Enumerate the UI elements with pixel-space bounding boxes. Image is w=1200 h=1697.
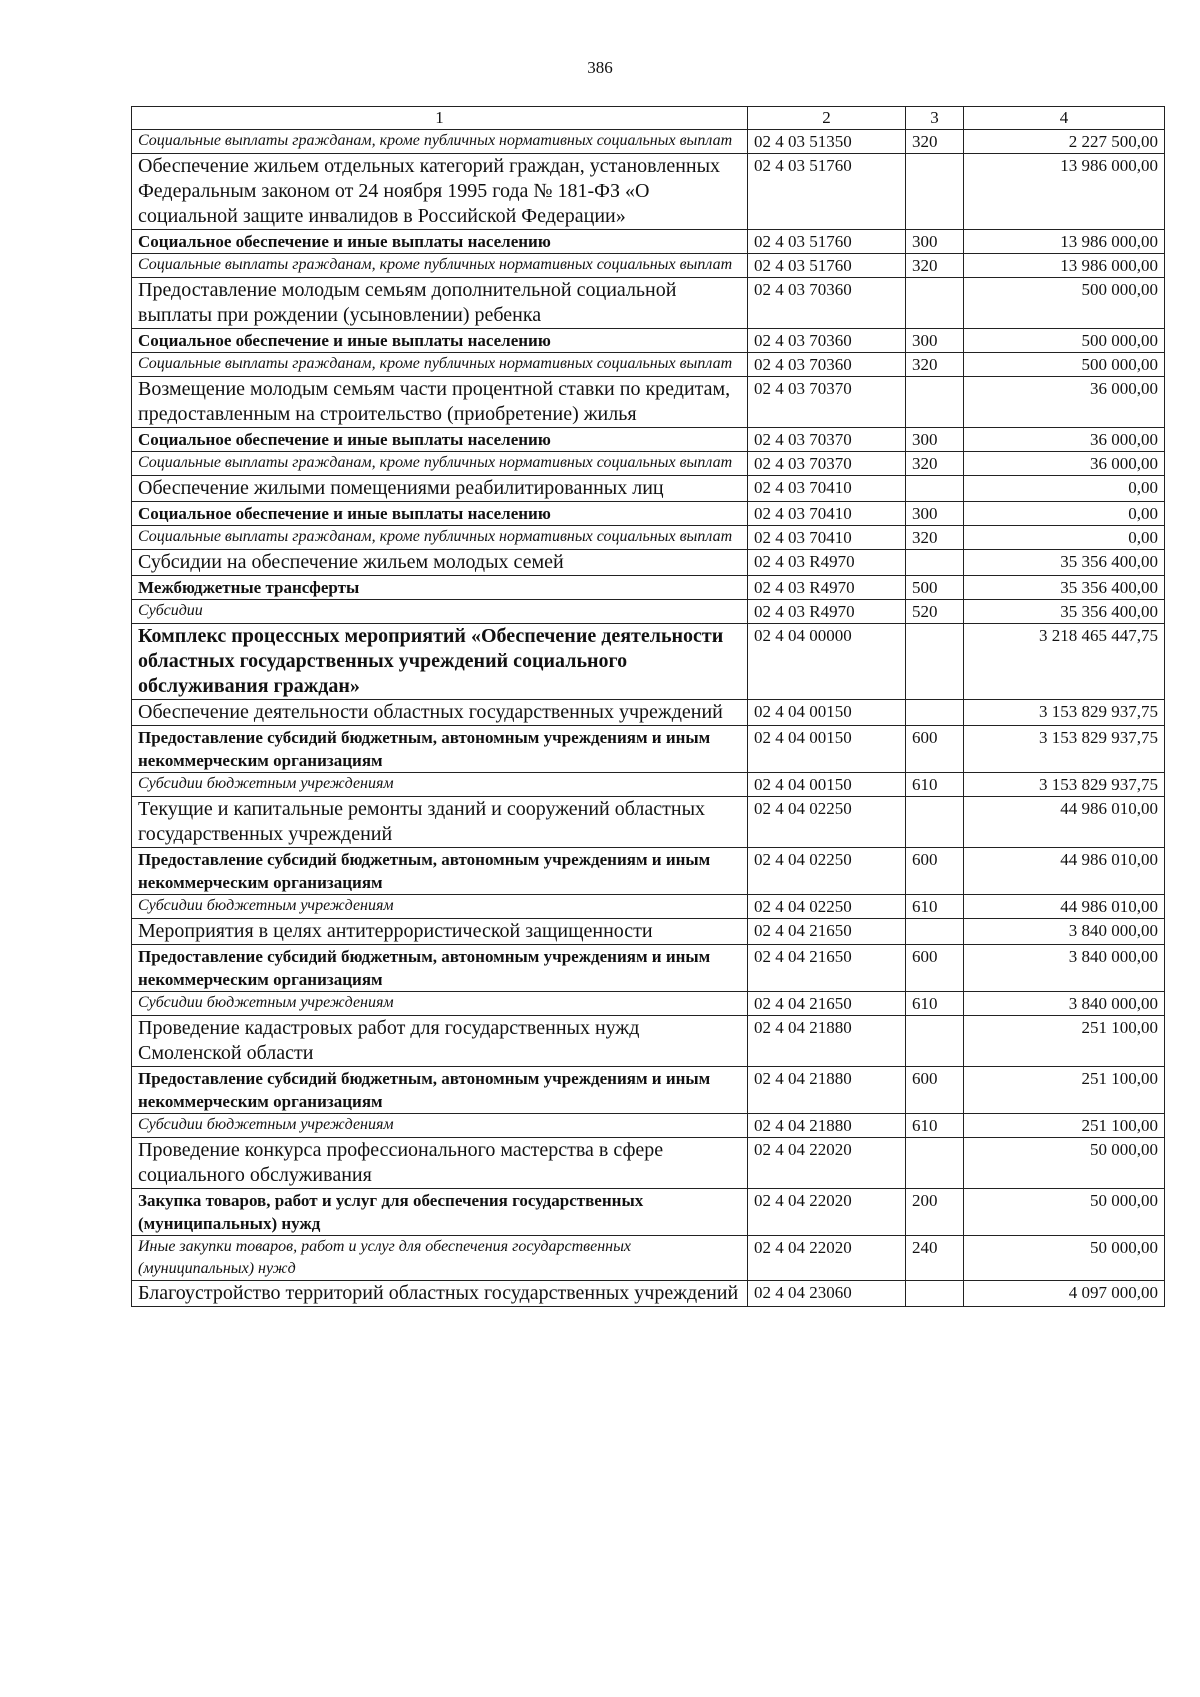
row-name: Предоставление субсидий бюджетным, автономным учреждениям и иным некоммерческим организациям [132,726,748,773]
row-code: 02 4 03 51760 [748,230,906,254]
table-row [132,1138,1165,1189]
row-name: Межбюджетные трансферты [132,576,748,600]
header-col-4: 4 [964,107,1165,130]
row-name: Субсидии бюджетным учреждениям [132,895,748,919]
row-vr: 200 [906,1189,964,1236]
row-name: Субсидии бюджетным учреждениям [132,1114,748,1138]
row-vr [906,154,964,230]
budget-table [131,106,1165,1307]
table-row [132,1189,1165,1236]
row-amount: 3 840 000,00 [964,945,1165,992]
row-name: Возмещение молодым семьям части процентной ставки по кредитам, предоставленным на строительство (приобретение) жилья [132,377,748,428]
row-name: Предоставление молодым семьям дополнительной социальной выплаты при рождении (усыновлении) ребенка [132,278,748,329]
row-amount: 3 218 465 447,75 [964,624,1165,700]
row-vr: 520 [906,600,964,624]
row-code: 02 4 04 00150 [748,773,906,797]
row-amount: 3 840 000,00 [964,919,1165,945]
row-amount: 3 153 829 937,75 [964,726,1165,773]
row-name: Предоставление субсидий бюджетным, автономным учреждениям и иным некоммерческим организациям [132,1067,748,1114]
row-vr: 600 [906,1067,964,1114]
row-code: 02 4 03 70360 [748,278,906,329]
row-code: 02 4 04 02250 [748,848,906,895]
table-row [132,895,1165,919]
table-row [132,700,1165,726]
table-row [132,526,1165,550]
header-col-3: 3 [906,107,964,130]
row-vr: 240 [906,1236,964,1281]
row-amount: 36 000,00 [964,428,1165,452]
row-amount: 35 356 400,00 [964,550,1165,576]
row-code: 02 4 04 22020 [748,1236,906,1281]
row-amount: 50 000,00 [964,1189,1165,1236]
row-code: 02 4 03 51760 [748,254,906,278]
table-row [132,1016,1165,1067]
row-code: 02 4 04 21650 [748,919,906,945]
table-row [132,329,1165,353]
row-code: 02 4 04 21880 [748,1016,906,1067]
row-vr: 610 [906,992,964,1016]
row-amount: 44 986 010,00 [964,895,1165,919]
row-vr: 600 [906,945,964,992]
row-amount: 3 153 829 937,75 [964,773,1165,797]
row-amount: 500 000,00 [964,278,1165,329]
row-amount: 50 000,00 [964,1236,1165,1281]
row-vr: 300 [906,329,964,353]
table-row [132,848,1165,895]
row-vr: 600 [906,848,964,895]
row-amount: 0,00 [964,526,1165,550]
table-row [132,230,1165,254]
table-header-row [132,107,1165,130]
row-code: 02 4 04 21650 [748,992,906,1016]
row-code: 02 4 03 70410 [748,526,906,550]
row-name: Предоставление субсидий бюджетным, автономным учреждениям и иным некоммерческим организациям [132,848,748,895]
table-row [132,726,1165,773]
row-vr: 610 [906,773,964,797]
row-name: Социальные выплаты гражданам, кроме публичных нормативных социальных выплат [132,130,748,154]
table-row [132,773,1165,797]
table-row [132,502,1165,526]
table-row [132,576,1165,600]
row-code: 02 4 04 00000 [748,624,906,700]
row-amount: 251 100,00 [964,1067,1165,1114]
row-amount: 13 986 000,00 [964,154,1165,230]
table-row [132,1114,1165,1138]
row-code: 02 4 03 51760 [748,154,906,230]
row-vr: 300 [906,230,964,254]
row-amount: 36 000,00 [964,452,1165,476]
table-row [132,353,1165,377]
row-code: 02 4 04 21880 [748,1114,906,1138]
row-name: Обеспечение жильем отдельных категорий граждан, установленных Федеральным законом от 24 ноября 1995 года № 181-ФЗ «О социальной защите инвалидов в Российской Федерации» [132,154,748,230]
row-amount: 0,00 [964,502,1165,526]
row-name: Социальные выплаты гражданам, кроме публичных нормативных социальных выплат [132,526,748,550]
table-row [132,919,1165,945]
table-row [132,278,1165,329]
row-code: 02 4 04 22020 [748,1189,906,1236]
row-code: 02 4 04 21650 [748,945,906,992]
row-vr: 300 [906,428,964,452]
row-amount: 3 840 000,00 [964,992,1165,1016]
header-col-2: 2 [748,107,906,130]
row-name: Комплекс процессных мероприятий «Обеспечение деятельности областных государственных учреждений социального обслуживания граждан» [132,624,748,700]
row-code: 02 4 03 70360 [748,353,906,377]
row-amount: 35 356 400,00 [964,576,1165,600]
row-amount: 13 986 000,00 [964,254,1165,278]
row-amount: 2 227 500,00 [964,130,1165,154]
row-name: Обеспечение жилыми помещениями реабилитированных лиц [132,476,748,502]
row-code: 02 4 04 22020 [748,1138,906,1189]
row-amount: 500 000,00 [964,329,1165,353]
table-row [132,452,1165,476]
table-row [132,254,1165,278]
row-name: Мероприятия в целях антитеррористической защищенности [132,919,748,945]
row-code: 02 4 04 00150 [748,726,906,773]
table-row [132,600,1165,624]
row-vr: 320 [906,130,964,154]
row-code: 02 4 04 00150 [748,700,906,726]
row-code: 02 4 03 70370 [748,377,906,428]
row-vr [906,476,964,502]
table-row [132,1236,1165,1281]
row-code: 02 4 04 21880 [748,1067,906,1114]
row-vr: 320 [906,526,964,550]
row-code: 02 4 03 R4970 [748,550,906,576]
row-code: 02 4 03 70410 [748,476,906,502]
row-name: Субсидии на обеспечение жильем молодых семей [132,550,748,576]
row-code: 02 4 04 02250 [748,895,906,919]
row-vr: 320 [906,452,964,476]
row-code: 02 4 03 70370 [748,452,906,476]
table-row [132,945,1165,992]
row-name: Социальные выплаты гражданам, кроме публичных нормативных социальных выплат [132,452,748,476]
row-vr: 300 [906,502,964,526]
row-vr: 320 [906,254,964,278]
row-code: 02 4 03 70360 [748,329,906,353]
table-row [132,154,1165,230]
row-name: Социальное обеспечение и иные выплаты населению [132,230,748,254]
row-name: Субсидии бюджетным учреждениям [132,992,748,1016]
row-name: Предоставление субсидий бюджетным, автономным учреждениям и иным некоммерческим организациям [132,945,748,992]
row-name: Обеспечение деятельности областных государственных учреждений [132,700,748,726]
row-name: Проведение конкурса профессионального мастерства в сфере социального обслуживания [132,1138,748,1189]
row-amount: 251 100,00 [964,1114,1165,1138]
row-vr [906,1016,964,1067]
row-amount: 36 000,00 [964,377,1165,428]
row-code: 02 4 03 R4970 [748,600,906,624]
row-amount: 4 097 000,00 [964,1281,1165,1307]
row-name: Социальные выплаты гражданам, кроме публичных нормативных социальных выплат [132,254,748,278]
header-col-1: 1 [132,107,748,130]
row-vr [906,1281,964,1307]
row-code: 02 4 04 23060 [748,1281,906,1307]
row-vr: 320 [906,353,964,377]
row-amount: 44 986 010,00 [964,848,1165,895]
row-name: Социальное обеспечение и иные выплаты населению [132,428,748,452]
table-row [132,428,1165,452]
table-row [132,1067,1165,1114]
row-name: Благоустройство территорий областных государственных учреждений [132,1281,748,1307]
row-vr [906,624,964,700]
row-amount: 35 356 400,00 [964,600,1165,624]
row-amount: 44 986 010,00 [964,797,1165,848]
row-name: Иные закупки товаров, работ и услуг для обеспечения государственных (муниципальных) нужд [132,1236,748,1281]
table-row [132,797,1165,848]
row-amount: 251 100,00 [964,1016,1165,1067]
row-amount: 0,00 [964,476,1165,502]
row-amount: 13 986 000,00 [964,230,1165,254]
row-vr: 600 [906,726,964,773]
row-amount: 500 000,00 [964,353,1165,377]
row-name: Социальные выплаты гражданам, кроме публичных нормативных социальных выплат [132,353,748,377]
row-name: Социальное обеспечение и иные выплаты населению [132,329,748,353]
row-vr: 610 [906,1114,964,1138]
row-code: 02 4 04 02250 [748,797,906,848]
row-name: Проведение кадастровых работ для государственных нужд Смоленской области [132,1016,748,1067]
row-amount: 3 153 829 937,75 [964,700,1165,726]
table-row [132,992,1165,1016]
page-number: 386 [587,58,613,77]
row-vr [906,797,964,848]
row-name: Субсидии бюджетным учреждениям [132,773,748,797]
row-vr [906,278,964,329]
row-code: 02 4 03 70370 [748,428,906,452]
row-code: 02 4 03 R4970 [748,576,906,600]
row-name: Социальное обеспечение и иные выплаты населению [132,502,748,526]
table-row [132,476,1165,502]
row-vr: 500 [906,576,964,600]
table-row [132,550,1165,576]
row-vr [906,1138,964,1189]
table-row [132,377,1165,428]
row-code: 02 4 03 51350 [748,130,906,154]
row-vr [906,919,964,945]
row-name: Субсидии [132,600,748,624]
table-row [132,1281,1165,1307]
row-name: Текущие и капитальные ремонты зданий и сооружений областных государственных учреждений [132,797,748,848]
table-row [132,624,1165,700]
row-vr [906,700,964,726]
row-vr [906,377,964,428]
row-name: Закупка товаров, работ и услуг для обеспечения государственных (муниципальных) нужд [132,1189,748,1236]
table-row [132,130,1165,154]
row-amount: 50 000,00 [964,1138,1165,1189]
row-vr [906,550,964,576]
row-code: 02 4 03 70410 [748,502,906,526]
row-vr: 610 [906,895,964,919]
